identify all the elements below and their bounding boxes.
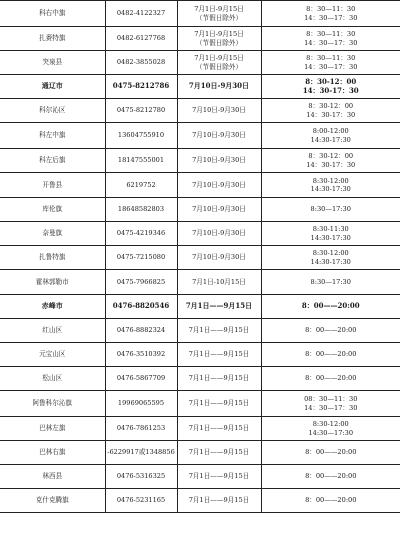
period-cell — [177, 27, 261, 51]
phone-cell: 18147555001 — [105, 149, 177, 173]
period-cell-line: 7月10日-9月30日 — [192, 131, 246, 140]
period-cell-line: 7月1日-10月15日 — [192, 277, 246, 286]
region-name-cell: 科尔沁区 — [0, 99, 105, 123]
phone-cell: 18648582803 — [105, 198, 177, 222]
period-cell-line: 7月1日——9月15日 — [188, 326, 250, 335]
hours-cell — [261, 391, 400, 417]
period-cell-line: 7月10日-9月30日 — [192, 229, 246, 238]
period-cell — [177, 270, 261, 295]
hours-cell-line: 8：00——20:00 — [305, 472, 357, 481]
hours-cell-line: 14：30—17：30 — [304, 403, 358, 412]
phone-cell: 0476-7861253 — [105, 417, 177, 441]
phone-cell: 13604755910 — [105, 123, 177, 149]
phone-cell: 0476-5231165 — [105, 489, 177, 513]
hours-cell-line: 8:30-12:00 — [312, 176, 349, 185]
period-cell-line: 7月1日——9月15日 — [188, 472, 250, 481]
period-cell-line: （节假日除外） — [195, 38, 243, 47]
hours-cell — [261, 270, 400, 295]
region-name-cell: 突泉县 — [0, 51, 105, 75]
hours-cell — [261, 222, 400, 246]
hours-cell-line: 8：30-12：00 — [308, 102, 354, 111]
hours-cell-line: 14：30—17：30 — [304, 38, 358, 47]
period-cell-line: 7月10日-9月30日 — [192, 180, 246, 189]
period-cell — [177, 222, 261, 246]
region-name-cell: 克什克腾旗 — [0, 489, 105, 513]
hours-cell-line: 8:00-12:00 — [312, 127, 349, 136]
period-cell — [177, 489, 261, 513]
hours-cell — [261, 173, 400, 198]
period-cell-line: 7月10日-9月30日 — [192, 106, 246, 115]
hours-cell-line: 8:30—17:30 — [310, 277, 351, 286]
period-cell-line: 7月1日——9月15日 — [188, 374, 250, 383]
period-cell — [177, 1, 261, 27]
region-name-cell: 开鲁县 — [0, 173, 105, 198]
hours-cell-line: 8：00——20:00 — [305, 496, 357, 505]
period-cell — [177, 75, 261, 99]
hours-cell-line: 14:30-17:30 — [310, 233, 351, 242]
hours-cell — [261, 489, 400, 513]
phone-cell: 0476-8820546 — [105, 295, 177, 319]
hours-cell — [261, 123, 400, 149]
hours-cell-line: 14：30—17：30 — [304, 13, 358, 22]
table-row — [0, 222, 400, 246]
region-name-cell: 松山区 — [0, 367, 105, 391]
hours-cell-line: 8：00——20:00 — [305, 326, 357, 335]
period-cell-line: 7月10日-9月30日 — [192, 253, 246, 262]
table-row — [0, 270, 400, 295]
period-cell-line: 7月1日-9月15日 — [194, 30, 244, 39]
hours-cell — [261, 27, 400, 51]
table-row — [0, 417, 400, 441]
period-cell — [177, 149, 261, 173]
phone-cell: 0482-6127768 — [105, 27, 177, 51]
region-name-cell: 赤峰市 — [0, 295, 105, 319]
period-cell — [177, 246, 261, 270]
region-name-cell: 霍林郭勒市 — [0, 270, 105, 295]
table-row — [0, 489, 400, 513]
hours-cell — [261, 1, 400, 27]
hours-cell-line: 14:30-17:30 — [310, 257, 351, 266]
hours-cell — [261, 198, 400, 222]
period-cell — [177, 198, 261, 222]
phone-cell: 0482-4122327 — [105, 1, 177, 27]
hours-cell — [261, 441, 400, 465]
phone-cell: 0475-4219346 — [105, 222, 177, 246]
hours-cell-line: 8：30—11：30 — [306, 30, 356, 39]
region-name-cell: 红山区 — [0, 319, 105, 343]
hours-cell — [261, 246, 400, 270]
period-cell-line: 7月1日-9月15日 — [194, 54, 244, 63]
period-cell — [177, 123, 261, 149]
table-row — [0, 198, 400, 222]
phone-cell: 6219752 — [105, 173, 177, 198]
region-name-cell: 巴林右旗 — [0, 441, 105, 465]
period-cell — [177, 173, 261, 198]
hours-cell-line: 14：30-17：30 — [302, 85, 359, 95]
period-cell — [177, 465, 261, 489]
hours-cell-line: 14：30-17：30 — [306, 110, 356, 119]
period-cell-line: （节假日除外） — [195, 13, 243, 22]
hours-cell — [261, 343, 400, 367]
period-cell — [177, 343, 261, 367]
hours-cell — [261, 149, 400, 173]
period-cell-line: 7月10日-9月30日 — [188, 81, 250, 91]
period-cell — [177, 417, 261, 441]
period-cell — [177, 441, 261, 465]
region-name-cell: 科左后旗 — [0, 149, 105, 173]
period-cell-line: 7月1日——9月15日 — [188, 350, 250, 359]
period-cell-line: 7月10日-9月30日 — [192, 205, 246, 214]
hours-cell — [261, 417, 400, 441]
region-name-cell: 林西县 — [0, 465, 105, 489]
period-cell-line: 7月1日——9月15日 — [188, 448, 250, 457]
table-row — [0, 295, 400, 319]
hours-cell-line: 14:30—17:30 — [308, 428, 354, 437]
period-cell — [177, 319, 261, 343]
phone-cell: 0475-7966825 — [105, 270, 177, 295]
hours-cell — [261, 465, 400, 489]
phone-cell: 0476-3510392 — [105, 343, 177, 367]
period-cell — [177, 367, 261, 391]
phone-cell: 0482-3855028 — [105, 51, 177, 75]
period-cell-line: 7月1日——9月15日 — [188, 399, 250, 408]
table-row — [0, 123, 400, 149]
hours-cell-line: 8:30-11:30 — [312, 225, 349, 234]
table-row — [0, 465, 400, 489]
period-cell-line: 7月1日——9月15日 — [188, 496, 250, 505]
hours-cell — [261, 295, 400, 319]
hours-cell-line: 14：30-17：30 — [306, 160, 356, 169]
phone-cell: 0475-8212786 — [105, 75, 177, 99]
period-cell — [177, 391, 261, 417]
phone-cell: 0475-8212780 — [105, 99, 177, 123]
region-name-cell: 通辽市 — [0, 75, 105, 99]
hours-cell-line: 08：30—11：30 — [304, 395, 358, 404]
hours-cell-line: 8：30-12：00 — [308, 152, 354, 161]
table-row — [0, 246, 400, 270]
hours-cell-line: 14:30-17:30 — [310, 135, 351, 144]
table-row — [0, 441, 400, 465]
table-row — [0, 173, 400, 198]
hours-cell — [261, 319, 400, 343]
region-name-cell: 阿鲁科尔沁旗 — [0, 391, 105, 417]
table-row — [0, 27, 400, 51]
hours-cell-line: 8：30—11：30 — [306, 54, 356, 63]
hours-cell-line: 8：00——20:00 — [305, 448, 357, 457]
region-name-cell: 奈曼旗 — [0, 222, 105, 246]
table-row — [0, 367, 400, 391]
table-row — [0, 99, 400, 123]
period-cell — [177, 295, 261, 319]
hours-cell-line: 8:30—17:30 — [310, 205, 351, 214]
hours-cell — [261, 75, 400, 99]
table-row — [0, 391, 400, 417]
phone-cell: -6229917或1348856 — [105, 441, 177, 465]
phone-cell: 0476-8882324 — [105, 319, 177, 343]
region-name-cell: 扎鲁特旗 — [0, 246, 105, 270]
region-name-cell: 科左中旗 — [0, 123, 105, 149]
hours-cell — [261, 367, 400, 391]
period-cell — [177, 51, 261, 75]
period-cell-line: 7月10日-9月30日 — [192, 156, 246, 165]
phone-cell: 0476-5316325 — [105, 465, 177, 489]
hours-cell — [261, 51, 400, 75]
phone-cell: 0475-7215080 — [105, 246, 177, 270]
hours-cell-line: 8：00——20:00 — [301, 301, 360, 311]
hours-cell-line: 14:30-17:30 — [310, 185, 351, 193]
hours-cell-line: 14：30—17：30 — [304, 62, 358, 71]
phone-cell: 19969065595 — [105, 391, 177, 417]
table-body — [0, 1, 400, 513]
table-row — [0, 75, 400, 99]
region-name-cell: 巴林左旗 — [0, 417, 105, 441]
region-name-cell: 扎赉特旗 — [0, 27, 105, 51]
hours-cell — [261, 99, 400, 123]
period-cell-line: （节假日除外） — [195, 62, 243, 71]
period-cell-line: 7月1日——9月15日 — [185, 301, 253, 311]
table-row — [0, 51, 400, 75]
region-name-cell: 库伦旗 — [0, 198, 105, 222]
hours-cell-line: 8：00——20:00 — [305, 350, 357, 359]
region-name-cell: 科右中旗 — [0, 1, 105, 27]
hours-cell-line: 8:30-12:00 — [312, 249, 349, 258]
hours-cell-line: 8：00——20:00 — [305, 374, 357, 383]
period-cell-line: 7月1日——9月15日 — [188, 424, 250, 433]
period-cell-line: 7月1日-9月15日 — [194, 5, 244, 14]
region-name-cell: 元宝山区 — [0, 343, 105, 367]
hours-cell-line: 8：30-12：00 — [305, 76, 357, 86]
phone-cell: 0476-5867709 — [105, 367, 177, 391]
hours-cell-line: 8：30—11：30 — [306, 5, 356, 14]
hours-cell-line: 8:30-12:00 — [312, 420, 349, 429]
period-cell — [177, 99, 261, 123]
table-row — [0, 343, 400, 367]
table-row — [0, 1, 400, 27]
table-row — [0, 149, 400, 173]
table-row — [0, 319, 400, 343]
